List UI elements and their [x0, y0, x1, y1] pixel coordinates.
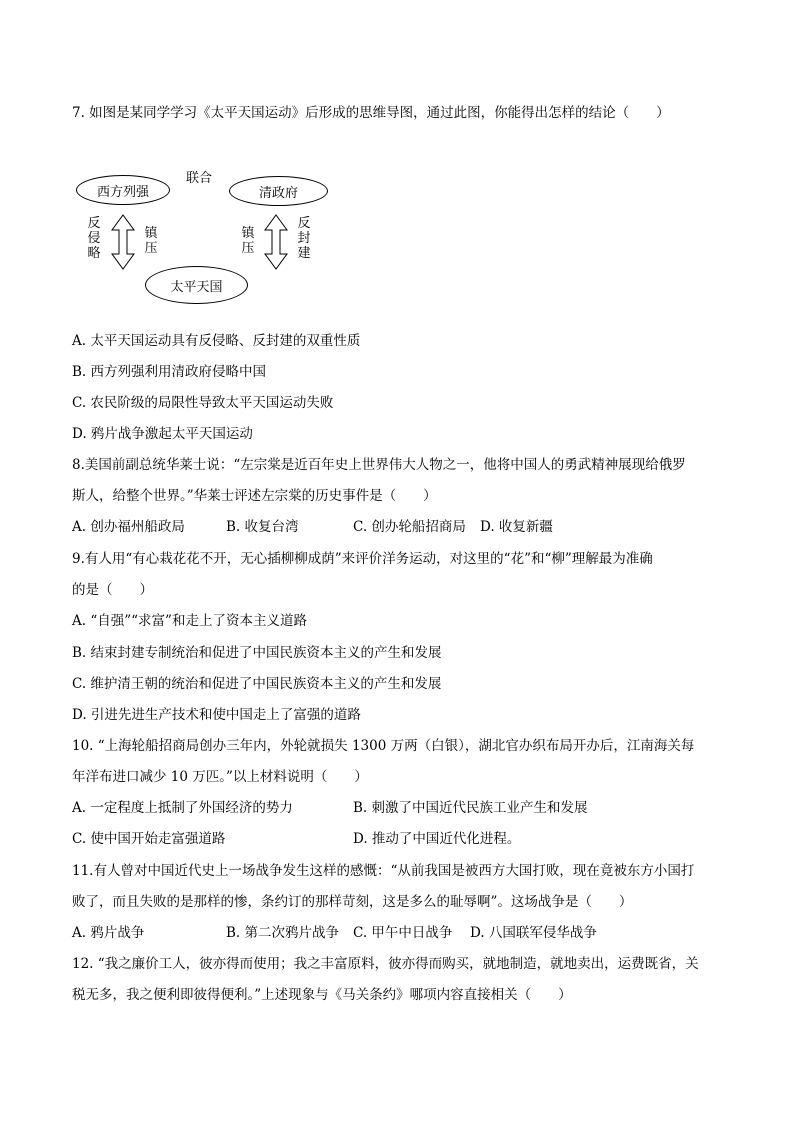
q9-option-a[interactable]: A. “自强”“求富”和走上了资本主义道路	[72, 613, 307, 629]
q9-stem-line2: 的是（ ）	[72, 582, 153, 598]
label-anti-feudal: 反封建	[297, 216, 311, 261]
q10-option-b[interactable]: B. 刺激了中国近代民族工业产生和发展	[353, 800, 588, 816]
q10-option-a[interactable]: A. 一定程度上抵制了外国经济的势力	[72, 800, 293, 816]
q8-option-b[interactable]: B. 收复台湾	[226, 519, 299, 535]
q12-stem-line2: 税无多，我之便利即彼得便利。”上述现象与《马关条约》哪项内容直接相关（ ）	[72, 987, 572, 1003]
q7-option-d[interactable]: D. 鸦片战争激起太平天国运动	[72, 426, 253, 442]
q11-option-d[interactable]: D. 八国联军侵华战争	[470, 925, 597, 941]
q8-option-d[interactable]: D. 收复新疆	[480, 519, 553, 535]
q8-stem-line2: 斯人，给整个世界。”华莱士评述左宗棠的历史事件是（ ）	[72, 488, 437, 504]
q9-option-b[interactable]: B. 结束封建专制统治和促进了中国民族资本主义的产生和发展	[72, 645, 442, 661]
q8-stem-line1: 8.美国前副总统华莱士说：“左宗棠是近百年史上世界伟大人物之一，他将中国人的勇武精神展现给俄罗	[72, 457, 686, 473]
q11-option-c[interactable]: C. 甲午中日战争	[353, 925, 453, 941]
q9-option-d[interactable]: D. 引进先进生产技术和使中国走上了富强的道路	[72, 707, 361, 723]
q11-option-b[interactable]: B. 第二次鸦片战争	[226, 925, 340, 941]
node-west-powers	[76, 175, 170, 205]
node-taiping	[145, 266, 248, 304]
node-qing-government	[229, 176, 328, 206]
q9-stem-line1: 9.有人用“有心栽花花不开，无心插柳柳成荫”来评价洋务运动，对这里的“花”和“柳”理解最为准确	[72, 551, 653, 567]
q10-stem-line1: 10. “上海轮船招商局创办三年内，外轮就损失 1300 万两（白银），湖北官办织布局开办后，江南海关每	[72, 738, 695, 754]
q11-option-a[interactable]: A. 鸦片战争	[72, 925, 145, 941]
label-union: 联合	[186, 171, 213, 186]
q9-option-c[interactable]: C. 维护清王朝的统治和促进了中国民族资本主义的产生和发展	[72, 676, 442, 692]
label-suppress-right: 镇压	[241, 226, 255, 256]
label-suppress-left: 镇压	[144, 226, 158, 256]
q7-option-c[interactable]: C. 农民阶级的局限性导致太平天国运动失败	[72, 395, 334, 411]
q11-stem-line1: 11.有人曾对中国近代史上一场战争发生这样的感慨：“从前我国是被西方大国打败，现在竟被东方小国打	[72, 863, 695, 879]
q7-option-b[interactable]: B. 西方列强利用清政府侵略中国	[72, 364, 267, 380]
q7-option-a[interactable]: A. 太平天国运动具有反侵略、反封建的双重性质	[72, 333, 361, 349]
q8-option-c[interactable]: C. 创办轮船招商局	[353, 519, 466, 535]
q11-stem-line2: 败了，而且失败的是那样的惨，条约订的那样苛刻，这是多么的耻辱啊”。这场战争是（ ）	[72, 894, 633, 910]
q12-stem-line1: 12. “我之廉价工人，彼亦得而使用；我之丰富原料，彼亦得而购买，就地制造，就地卖出，运费既省，关	[72, 956, 699, 972]
double-arrow-right-icon	[263, 214, 289, 270]
label-anti-aggression: 反侵略	[87, 216, 101, 261]
node-west-powers-label: 西方列强	[96, 184, 149, 200]
q10-option-c[interactable]: C. 使中国开始走富强道路	[72, 831, 226, 847]
node-taiping-label: 太平天国	[170, 279, 223, 295]
node-qing-government-label: 清政府	[258, 185, 298, 201]
q10-option-d[interactable]: D. 推动了中国近代化进程。	[353, 831, 521, 847]
q10-stem-line2: 年洋布进口减少 10 万匹。”以上材料说明（ ）	[72, 769, 368, 785]
q8-option-a[interactable]: A. 创办福州船政局	[72, 519, 185, 535]
q7-stem: 7. 如图是某同学学习《太平天国运动》后形成的思维导图，通过此图，你能得出怎样的结论（ ）	[72, 105, 670, 121]
double-arrow-left-icon	[110, 214, 136, 270]
